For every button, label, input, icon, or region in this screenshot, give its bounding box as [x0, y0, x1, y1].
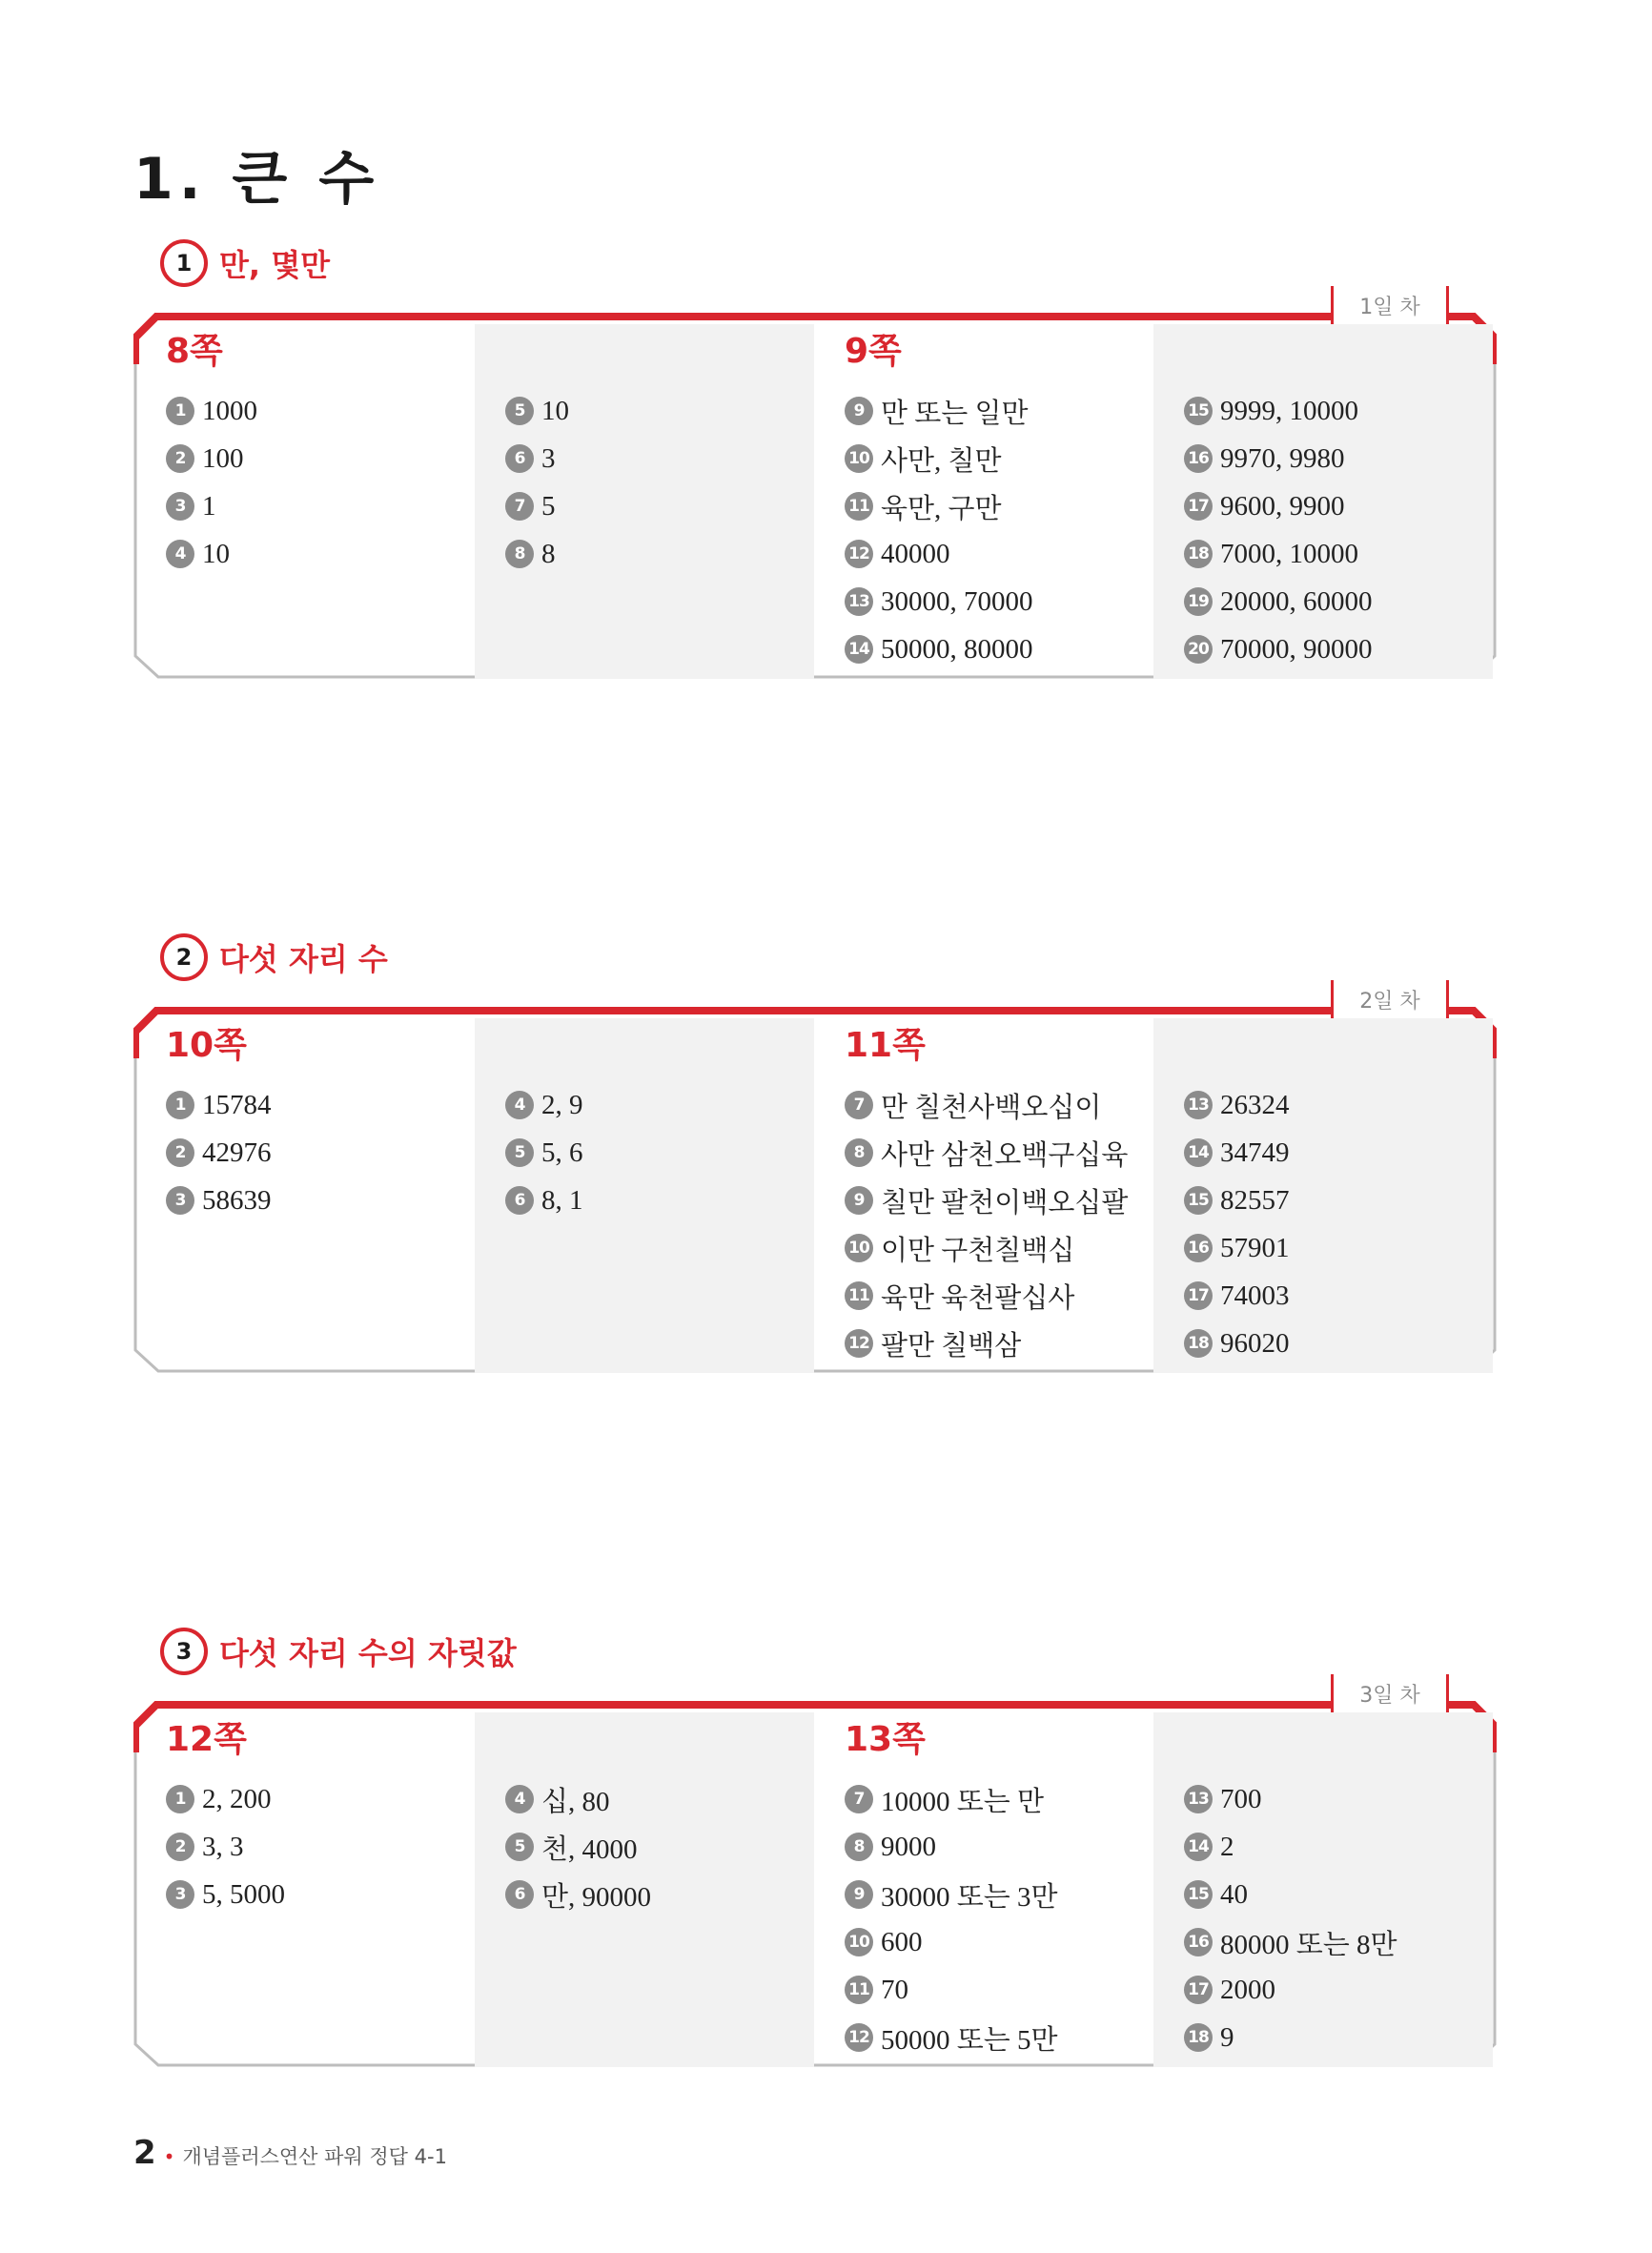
- page-footer: [133, 2134, 447, 2172]
- answer-text: 50000 또는 5만: [881, 2024, 1058, 2056]
- question-number-badge: 8: [845, 1833, 873, 1861]
- answer-column: [814, 324, 1153, 679]
- answer-text: 십, 80: [541, 1786, 610, 1817]
- answer-text: 9600, 9900: [1220, 490, 1345, 522]
- question-number-badge: 2: [166, 1833, 194, 1861]
- answer-text: 15784: [202, 1089, 272, 1120]
- question-number-badge: 18: [1184, 1329, 1213, 1358]
- footer-book-title: 개념플러스연산 파워 정답 4-1: [182, 2145, 447, 2168]
- section-number-badge: 2: [160, 933, 208, 981]
- answer-item: [1184, 625, 1373, 673]
- answer-item: [845, 1775, 1058, 1823]
- question-number-badge: 5: [505, 1833, 534, 1861]
- answer-item: [505, 1871, 651, 1918]
- answer-text: 30000, 70000: [881, 585, 1033, 617]
- answer-text: 34749: [1220, 1137, 1290, 1168]
- answer-item: [845, 1320, 1128, 1367]
- answer-text: 57901: [1220, 1232, 1290, 1263]
- question-number-badge: 3: [166, 492, 194, 521]
- answer-text: 10: [541, 395, 569, 426]
- answer-item: [505, 1823, 651, 1871]
- answer-item: [1184, 1129, 1290, 1177]
- answer-text: 3, 3: [202, 1831, 244, 1862]
- question-number-badge: 11: [845, 1976, 873, 2004]
- page-header: 12쪽: [166, 1720, 247, 1759]
- answer-item: [166, 1177, 272, 1224]
- page-header: 10쪽: [166, 1026, 247, 1065]
- answer-text: 1: [202, 490, 216, 522]
- answer-text: 사만, 칠만: [881, 445, 1002, 477]
- answer-item: [166, 530, 257, 578]
- section-2: [133, 932, 1497, 1438]
- answer-text: 5, 6: [541, 1137, 583, 1168]
- answer-column: [475, 324, 814, 679]
- answer-item: [166, 1871, 285, 1918]
- section-title: 만, 몇만: [219, 247, 331, 283]
- answer-list: [166, 387, 257, 578]
- question-number-badge: 11: [845, 492, 873, 521]
- answer-text: 2, 200: [202, 1783, 272, 1814]
- answer-text: 10: [202, 538, 230, 569]
- question-number-badge: 1: [166, 397, 194, 425]
- answer-text: 58639: [202, 1184, 272, 1216]
- question-number-badge: 20: [1184, 635, 1213, 664]
- answer-text: 만 칠천사백오십이: [881, 1092, 1102, 1123]
- question-number-badge: 10: [845, 1234, 873, 1262]
- question-number-badge: 9: [845, 1186, 873, 1215]
- answer-item: [505, 387, 569, 435]
- question-number-badge: 7: [505, 492, 534, 521]
- answer-text: 5: [541, 490, 556, 522]
- answer-item: [845, 482, 1033, 530]
- section-title: 다섯 자리 수: [219, 941, 388, 977]
- question-number-badge: 18: [1184, 540, 1213, 568]
- answer-item: [1184, 1224, 1290, 1272]
- day-tag: 2일 차: [1331, 980, 1449, 1018]
- answer-text: 50000, 80000: [881, 633, 1033, 665]
- answer-text: 80000 또는 8만: [1220, 1929, 1397, 1960]
- question-number-badge: 15: [1184, 1880, 1213, 1909]
- question-number-badge: 4: [505, 1091, 534, 1119]
- answer-item: [505, 530, 569, 578]
- section-heading: [160, 932, 388, 982]
- answer-item: [1184, 1918, 1397, 1966]
- answer-text: 이만 구천칠백십: [881, 1235, 1075, 1266]
- answer-text: 8, 1: [541, 1184, 583, 1216]
- answer-item: [845, 1081, 1128, 1129]
- answer-column: [1153, 1712, 1493, 2067]
- answer-item: [845, 2014, 1058, 2061]
- answer-item: [845, 1918, 1058, 1966]
- answer-item: [166, 482, 257, 530]
- question-number-badge: 13: [1184, 1091, 1213, 1119]
- answer-text: 1000: [202, 395, 257, 426]
- answer-item: [1184, 530, 1373, 578]
- answer-list: [166, 1775, 285, 1918]
- question-number-badge: 15: [1184, 1186, 1213, 1215]
- question-number-badge: 5: [505, 397, 534, 425]
- answer-column: [1153, 1018, 1493, 1373]
- answer-text: 10000 또는 만: [881, 1786, 1045, 1817]
- answer-text: 9999, 10000: [1220, 395, 1358, 426]
- question-number-badge: 16: [1184, 1234, 1213, 1262]
- answer-text: 천, 4000: [541, 1833, 638, 1865]
- question-number-badge: 14: [845, 635, 873, 664]
- question-number-badge: 12: [845, 540, 873, 568]
- answer-item: [166, 1081, 272, 1129]
- answer-column: [135, 324, 475, 679]
- section-number-badge: 3: [160, 1628, 208, 1675]
- answer-text: 70000, 90000: [1220, 633, 1373, 665]
- section-heading: [160, 1627, 517, 1676]
- answer-text: 30000 또는 3만: [881, 1881, 1058, 1913]
- answer-text: 2: [1220, 1831, 1234, 1862]
- answer-item: [845, 435, 1033, 482]
- question-number-badge: 9: [845, 1880, 873, 1909]
- answer-text: 칠만 팔천이백오십팔: [881, 1187, 1129, 1219]
- answer-text: 팔만 칠백삼: [881, 1330, 1022, 1362]
- question-number-badge: 8: [505, 540, 534, 568]
- question-number-badge: 6: [505, 1880, 534, 1909]
- answer-item: [1184, 435, 1373, 482]
- answer-item: [845, 1177, 1128, 1224]
- answer-item: [505, 1177, 583, 1224]
- question-number-badge: 6: [505, 1186, 534, 1215]
- answer-text: 5, 5000: [202, 1878, 285, 1910]
- section-heading: [160, 238, 330, 288]
- answer-text: 사만 삼천오백구십육: [881, 1139, 1129, 1171]
- question-number-badge: 16: [1184, 1928, 1213, 1956]
- answer-text: 42976: [202, 1137, 272, 1168]
- answer-item: [1184, 1272, 1290, 1320]
- answer-item: [845, 387, 1033, 435]
- question-number-badge: 12: [845, 2023, 873, 2052]
- answer-list: [1184, 1081, 1290, 1367]
- question-number-badge: 2: [166, 444, 194, 473]
- answer-item: [1184, 1775, 1397, 1823]
- answer-list: [845, 1775, 1058, 2061]
- answer-column: [1153, 324, 1493, 679]
- question-number-badge: 2: [166, 1138, 194, 1167]
- day-tag: 1일 차: [1331, 286, 1449, 324]
- question-number-badge: 17: [1184, 1281, 1213, 1310]
- page-header: 9쪽: [845, 332, 902, 371]
- answer-item: [1184, 1823, 1397, 1871]
- answer-column: [135, 1018, 475, 1373]
- answer-text: 2, 9: [541, 1089, 583, 1120]
- answer-item: [166, 1775, 285, 1823]
- answer-column: [475, 1018, 814, 1373]
- answer-text: 2000: [1220, 1974, 1275, 2005]
- answer-text: 육만 육천팔십사: [881, 1282, 1075, 1314]
- answer-text: 600: [881, 1926, 923, 1957]
- question-number-badge: 17: [1184, 492, 1213, 521]
- section-1: [133, 238, 1497, 744]
- answer-item: [845, 1966, 1058, 2014]
- answer-item: [166, 435, 257, 482]
- answer-item: [166, 1129, 272, 1177]
- answer-item: [505, 482, 569, 530]
- answer-item: [1184, 578, 1373, 625]
- answer-item: [505, 1081, 583, 1129]
- answer-text: 8: [541, 538, 556, 569]
- question-number-badge: 3: [166, 1186, 194, 1215]
- question-number-badge: 14: [1184, 1138, 1213, 1167]
- answer-text: 9000: [881, 1831, 936, 1862]
- answer-item: [505, 1129, 583, 1177]
- answer-list: [166, 1081, 272, 1224]
- section-3: [133, 1627, 1497, 2132]
- answer-text: 9970, 9980: [1220, 442, 1345, 474]
- question-number-badge: 16: [1184, 444, 1213, 473]
- question-number-badge: 8: [845, 1138, 873, 1167]
- section-title: 다섯 자리 수의 자릿값: [219, 1635, 517, 1671]
- question-number-badge: 5: [505, 1138, 534, 1167]
- question-number-badge: 6: [505, 444, 534, 473]
- question-number-badge: 1: [166, 1785, 194, 1813]
- answer-text: 3: [541, 442, 556, 474]
- page-header: 13쪽: [845, 1720, 926, 1759]
- answer-text: 96020: [1220, 1327, 1290, 1359]
- answer-item: [1184, 1081, 1290, 1129]
- question-number-badge: 7: [845, 1091, 873, 1119]
- answer-text: 82557: [1220, 1184, 1290, 1216]
- answer-item: [505, 435, 569, 482]
- answer-item: [845, 1272, 1128, 1320]
- answer-item: [1184, 1871, 1397, 1918]
- question-number-badge: 11: [845, 1281, 873, 1310]
- answer-item: [845, 1224, 1128, 1272]
- page-header: 8쪽: [166, 332, 223, 371]
- answer-text: 20000, 60000: [1220, 585, 1373, 617]
- page-title: 1. 큰 수: [133, 146, 380, 213]
- answer-item: [845, 1823, 1058, 1871]
- question-number-badge: 7: [845, 1785, 873, 1813]
- answer-text: 700: [1220, 1783, 1262, 1814]
- question-number-badge: 15: [1184, 397, 1213, 425]
- answer-column: [814, 1018, 1153, 1373]
- page-number: 2: [133, 2134, 156, 2172]
- answer-list: [1184, 387, 1373, 673]
- answer-list: [505, 1775, 651, 1918]
- answer-item: [1184, 2014, 1397, 2061]
- answer-text: 9: [1220, 2021, 1234, 2053]
- answer-text: 육만, 구만: [881, 493, 1002, 524]
- answer-item: [505, 1775, 651, 1823]
- question-number-badge: 12: [845, 1329, 873, 1358]
- question-number-badge: 4: [505, 1785, 534, 1813]
- question-number-badge: 13: [1184, 1785, 1213, 1813]
- question-number-badge: 18: [1184, 2023, 1213, 2052]
- answer-item: [845, 1129, 1128, 1177]
- question-number-badge: 14: [1184, 1833, 1213, 1861]
- answer-text: 만, 90000: [541, 1881, 652, 1913]
- answer-list: [505, 387, 569, 578]
- answer-text: 70: [881, 1974, 908, 2005]
- answer-text: 7000, 10000: [1220, 538, 1358, 569]
- answer-item: [845, 578, 1033, 625]
- question-number-badge: 3: [166, 1880, 194, 1909]
- answer-column: [475, 1712, 814, 2067]
- footer-separator: •: [163, 2145, 175, 2168]
- question-number-badge: 10: [845, 444, 873, 473]
- answer-item: [845, 1871, 1058, 1918]
- answer-text: 40000: [881, 538, 950, 569]
- question-number-badge: 13: [845, 587, 873, 616]
- answer-list: [845, 1081, 1128, 1367]
- answer-item: [1184, 482, 1373, 530]
- answer-column: [135, 1712, 475, 2067]
- answer-text: 74003: [1220, 1280, 1290, 1311]
- answer-column: [814, 1712, 1153, 2067]
- answer-list: [845, 387, 1033, 673]
- question-number-badge: 4: [166, 540, 194, 568]
- day-tag: 3일 차: [1331, 1674, 1449, 1712]
- answer-item: [1184, 1177, 1290, 1224]
- question-number-badge: 19: [1184, 587, 1213, 616]
- answer-item: [166, 1823, 285, 1871]
- answer-list: [505, 1081, 583, 1224]
- question-number-badge: 9: [845, 397, 873, 425]
- answer-text: 만 또는 일만: [881, 398, 1029, 429]
- answer-item: [1184, 1966, 1397, 2014]
- answer-item: [845, 625, 1033, 673]
- question-number-badge: 17: [1184, 1976, 1213, 2004]
- answer-text: 100: [202, 442, 244, 474]
- question-number-badge: 1: [166, 1091, 194, 1119]
- answer-list: [1184, 1775, 1397, 2061]
- answer-item: [166, 387, 257, 435]
- section-number-badge: 1: [160, 239, 208, 287]
- page-header: 11쪽: [845, 1026, 926, 1065]
- answer-item: [845, 530, 1033, 578]
- answer-text: 40: [1220, 1878, 1248, 1910]
- answer-item: [1184, 387, 1373, 435]
- answer-text: 26324: [1220, 1089, 1290, 1120]
- answer-item: [1184, 1320, 1290, 1367]
- question-number-badge: 10: [845, 1928, 873, 1956]
